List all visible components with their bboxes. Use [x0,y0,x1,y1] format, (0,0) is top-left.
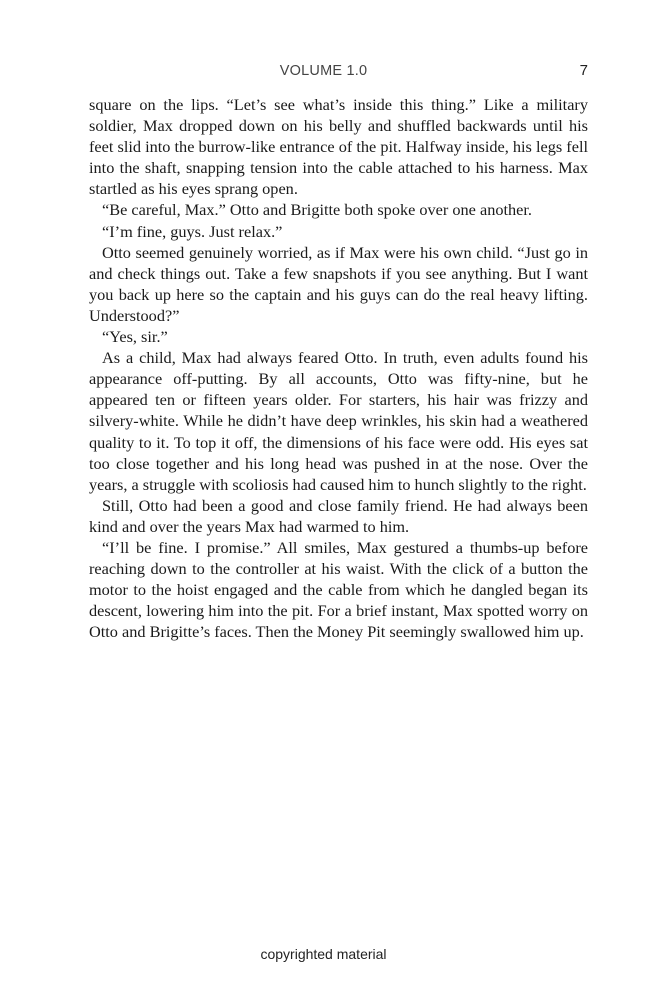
paragraph: “Be careful, Max.” Otto and Brigitte both spoke over one another. [102,200,532,220]
page-number: 7 [579,62,588,79]
running-header-title: VOLUME 1.0 [279,63,368,79]
paragraph: “Yes, sir.” [102,327,168,347]
paragraph: square on the lips. “Let’s see what’s inside this thing.” Like a military soldier, Max dropped down on his belly and shuffled backwards until his feet slid into the burrow-like entrance of the pit. Halfway inside, his legs fell into the shaft, snapping tension into the cable attached to his harness. Max startled as his eyes sprang open. [89,95,588,199]
body-text [89,94,588,642]
paragraph: As a child, Max had always feared Otto. In truth, even adults found his appearance off-putting. By all accounts, Otto was fifty-nine, but he appeared ten or fifteen years older. For starters, his hair was frizzy and silvery-white. While he didn’t have deep wrinkles, his skin had a weathered quality to it. To top it off, the dimensions of his face were odd. His eyes sat too close together and his long head was pushed in at the nose. Over the years, a struggle with scoliosis had caused him to hunch slightly to the right. [89,348,588,494]
paragraph: “I’ll be fine. I promise.” All smiles, Max gestured a thumbs-up before reaching down to the controller at his waist. With the click of a button the motor to the hoist engaged and the cable from which he dangled began its descent, lowering him into the pit. For a brief instant, Max spotted worry on Otto and Brigitte’s faces. Then the Money Pit seemingly swallowed him up. [89,537,588,642]
paragraph: “I’m fine, guys. Just relax.” [102,221,283,241]
copyright-footer: copyrighted material [260,946,387,962]
paragraph: Still, Otto had been a good and close family friend. He had always been kind and over the years Max had warmed to him. [89,495,588,536]
paragraph: Otto seemed genuinely worried, as if Max were his own child. “Just go in and check things out. Take a few snapshots if you see anything. But I want you back up here so the captain and his guys can do the real heavy lifting. Understood?” [89,242,588,325]
